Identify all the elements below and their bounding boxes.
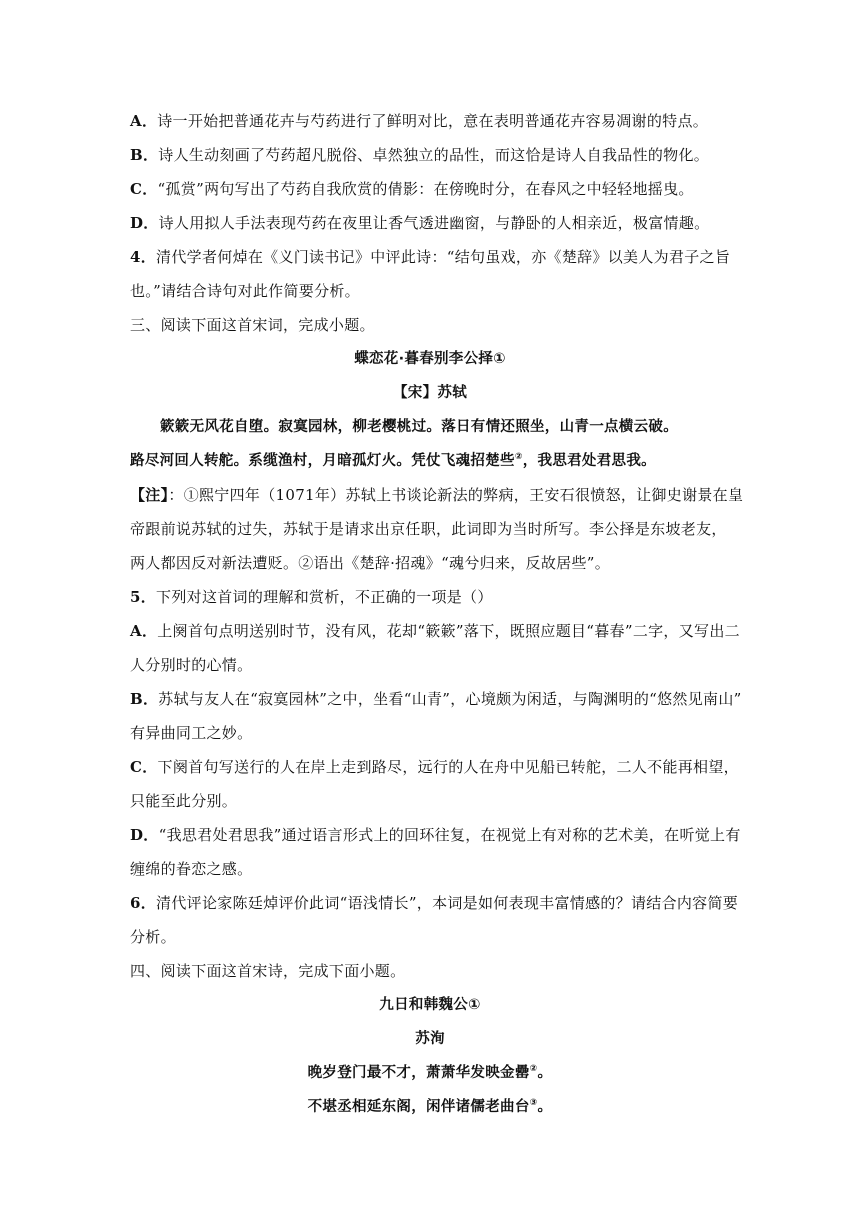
question-6-line-1: 6．清代评论家陈廷焯评价此词“语浅情长”，本词是如何表现丰富情感的？请结合内容简要 (130, 894, 739, 912)
note-line-1: 【注】：①熙宁四年（1071年）苏轼上书谈论新法的弊病，王安石很愤怒，让御史谢景在皇 (130, 486, 744, 504)
q5-option-b-line-2: 有异曲同工之妙。 (130, 724, 253, 742)
q5-option-c-line-1: C．下阕首句写送行的人在岸上走到路尽，远行的人在舟中见船已转舵，二人不能再相望， (130, 758, 739, 776)
footnote-mark: ② (514, 452, 523, 463)
note-line-2: 帝跟前说苏轼的过失，苏轼于是请求出京任职，此词即为当时所写。李公择是东坡老友， (130, 520, 727, 538)
q3-option-b: B．诗人生动刻画了芍药超凡脱俗、卓然独立的品性，而这恰是诗人自我品性的物化。 (130, 146, 710, 164)
poem-1-title: 蝶恋花·暮春别李公择① (354, 351, 506, 367)
q3-option-c: C．“孤赏”两句写出了芍药自我欣赏的倩影：在傍晚时分，在春风之中轻轻地摇曳。 (130, 180, 694, 198)
q5-option-a-line-2: 人分别时的心情。 (130, 656, 253, 674)
note-line-3: 两人都因反对新法遭贬。②语出《楚辞·招魂》“魂兮归来，反故居些”。 (130, 554, 611, 572)
poem-2-line-2: 不堪丞相延东阁，闲伴诸儒老曲台③。 (307, 1098, 553, 1115)
section-3-heading: 三、阅读下面这首宋词，完成小题。 (130, 316, 375, 334)
footnote-mark: ② (529, 1064, 538, 1075)
poem-1-author: 【宋】苏轼 (393, 385, 467, 401)
q3-option-a: A．诗一开始把普通花卉与芍药进行了鲜明对比，意在表明普通花卉容易凋谢的特点。 (130, 112, 709, 130)
q5-option-a-line-1: A．上阕首句点明送别时节，没有风，花却“簌簌”落下，既照应题目“暮春”二字，又写出二 (130, 622, 740, 640)
question-4-line-1: 4．清代学者何焯在《义门读书记》中评此诗：“结句虽戏，亦《楚辞》以美人为君子之旨 (130, 248, 731, 266)
q5-option-b-line-1: B．苏轼与友人在“寂寞园林”之中，坐看“山青”，心境颇为闲适，与陶渊明的“悠然见南山” (130, 690, 742, 708)
footnote-mark: ③ (529, 1098, 538, 1109)
poem-2-title: 九日和韩魏公① (379, 997, 481, 1013)
poem-2-line-1: 晚岁登门最不才，萧萧华发映金罍②。 (307, 1064, 553, 1081)
poem-2-author: 苏洵 (415, 1031, 445, 1047)
poem-1-line-2: 路尽河回人转舵。系缆渔村，月暗孤灯火。凭仗飞魂招楚些②，我思君处君思我。 (130, 452, 656, 469)
q5-option-d-line-1: D．“我思君处君思我”通过语言形式上的回环往复，在视觉上有对称的艺术美，在听觉上有 (130, 826, 741, 844)
q3-option-d: D．诗人用拟人手法表现芍药在夜里让香气透进幽窗，与静卧的人相亲近，极富情趣。 (130, 214, 710, 232)
question-5: 5．下列对这首词的理解和赏析，不正确的一项是（） (130, 588, 493, 606)
question-6-line-2: 分析。 (130, 928, 176, 946)
q5-option-d-line-2: 缠绵的眷恋之感。 (130, 860, 253, 878)
q5-option-c-line-2: 只能至此分别。 (130, 792, 238, 810)
section-4-heading: 四、阅读下面这首宋诗，完成下面小题。 (130, 962, 406, 980)
poem-1-line-1: 簌簌无风花自堕。寂寞园林，柳老樱桃过。落日有情还照坐，山青一点横云破。 (160, 419, 678, 435)
question-4-line-2: 也。”请结合诗句对此作简要分析。 (130, 282, 360, 300)
